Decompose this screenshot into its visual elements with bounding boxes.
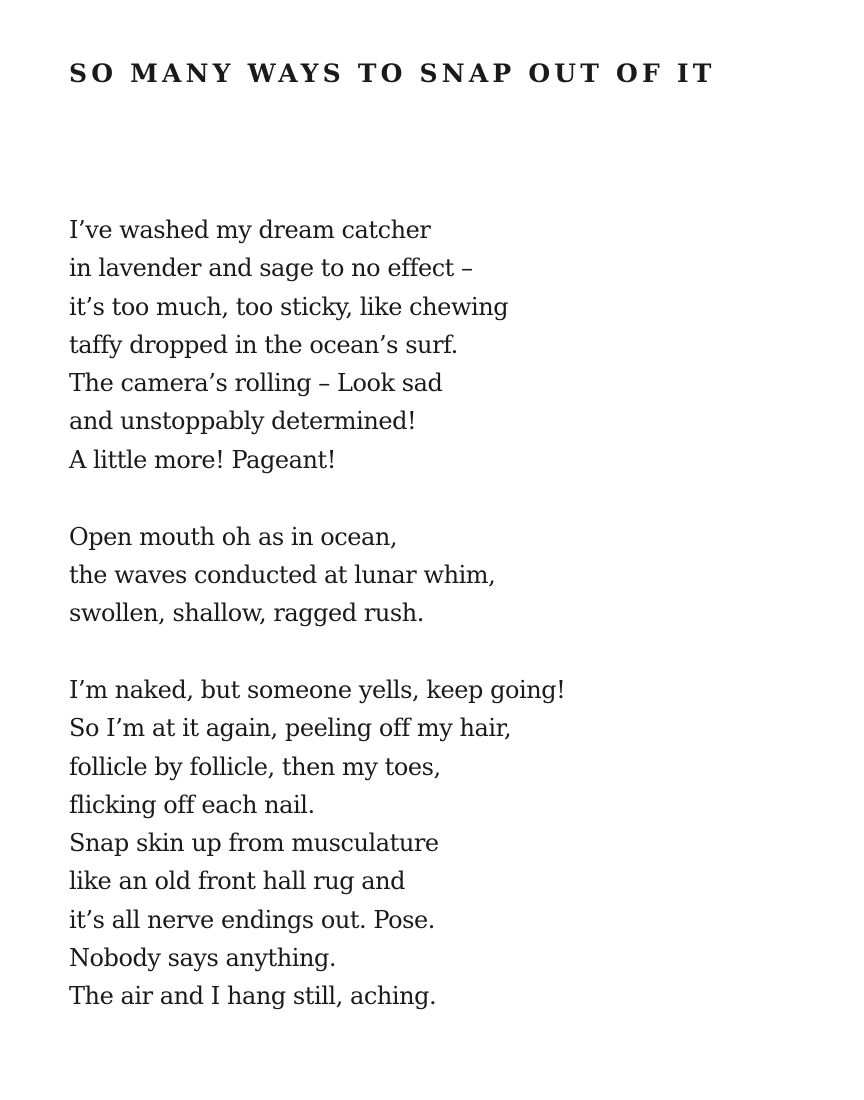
poem-line: Open mouth oh as in ocean, — [69, 522, 398, 551]
poem-line: it’s too much, too sticky, like chewing — [69, 292, 509, 321]
poem-line: Snap skin up from musculature — [69, 829, 439, 858]
poem-line: The camera’s rolling – Look sad — [69, 369, 443, 398]
poem-line: follicle by follicle, then my toes, — [69, 752, 441, 781]
poem-line: like an old front hall rug and — [69, 867, 406, 896]
poem-line: I’ve washed my dream catcher — [69, 216, 431, 244]
poem-line: swollen, shallow, ragged rush. — [69, 599, 424, 628]
poem-line: the waves conducted at lunar whim, — [69, 560, 496, 589]
stanza-2 — [69, 518, 809, 633]
poem-line: I’m naked, but someone yells, keep going! — [69, 675, 566, 704]
poem-body — [69, 211, 809, 1016]
poem-line: So I’m at it again, peeling off my hair, — [69, 714, 512, 743]
poem-line: flicking off each nail. — [69, 790, 315, 819]
poem-line: A little more! Pageant! — [69, 445, 336, 474]
poem-line: in lavender and sage to no effect – — [69, 254, 473, 283]
poem-line: taffy dropped in the ocean’s surf. — [69, 330, 458, 359]
poem-title: SO MANY WAYS TO SNAP OUT OF IT — [69, 59, 716, 88]
poem-line: The air and I hang still, aching. — [69, 982, 437, 1011]
poem-line: Nobody says anything. — [69, 944, 337, 973]
poem-line: it’s all nerve endings out. Pose. — [69, 905, 435, 934]
poem-page — [69, 56, 809, 1054]
stanza-3 — [69, 671, 809, 1016]
poem-line: and unstoppably determined! — [69, 407, 417, 436]
stanza-1 — [69, 211, 809, 479]
